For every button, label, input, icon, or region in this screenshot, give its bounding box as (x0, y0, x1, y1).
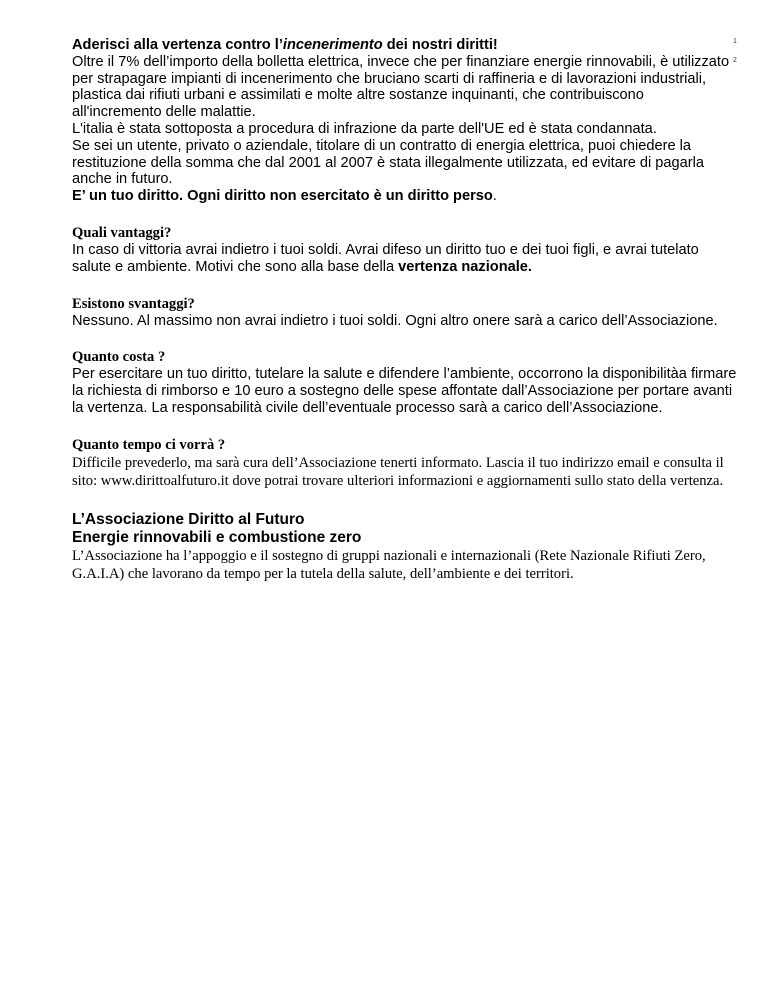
svantaggi-heading: Esistono svantaggi? (72, 295, 195, 312)
intro-closing: E’ un tuo diritto. Ogni diritto non esercitato è un diritto perso. (72, 188, 497, 205)
margin-mark: 2 (733, 57, 737, 64)
svantaggi-section (72, 296, 737, 330)
intro-section (72, 37, 737, 205)
vantaggi-section (72, 225, 737, 276)
intro-paragraph-3: Se sei un utente, privato o aziendale, titolare di un contratto di energia elettrica, puoi chiedere la restituzione della somma che dal 2001 al 2007 è stata illegalmente utilizzata, ed evitare di pagarla anche in futuro. (72, 137, 704, 188)
associazione-title: L’Associazione Diritto al Futuro (72, 510, 305, 528)
costo-section (72, 349, 737, 416)
tempo-text: Difficile prevederlo, ma sarà cura dell’Associazione tenerti informato. Lascia il tuo indirizzo email e consulta il sito: www.dirittoalfuturo.it dove potrai trovare ulteriori informazioni e aggiornamenti sullo stato della vertenza. (72, 454, 724, 489)
tempo-section (72, 437, 737, 490)
associazione-section (72, 511, 737, 583)
intro-paragraph-1: Oltre il 7% dell’importo della bolletta elettrica, invece che per finanziare energie rinnovabili, è utilizzato per strapagare impianti di incenerimento che bruciano scarti di raffineria e di lavorazioni industriali, plastica dai rifiuti urbani e assimilati e molte altre sostanze inquinanti, che contribuiscono all'incremento delle malattie. (72, 53, 730, 121)
intro-title: Aderisci alla vertenza contro l’incenerimento dei nostri diritti! (72, 37, 498, 53)
svantaggi-text: Nessuno. Al massimo non avrai indietro i tuoi soldi. Ogni altro onere sarà a carico dell’Associazione. (72, 312, 718, 329)
associazione-text: L’Associazione ha l’appoggio e il sostegno di gruppi nazionali e internazionali (Rete Nazionale Rifiuti Zero, G.A.I.A) che lavorano da tempo per la tutela della salute, dell’ambiente e dei territori. (72, 547, 706, 582)
vantaggi-text: In caso di vittoria avrai indietro i tuoi soldi. Avrai difeso un diritto tuo e dei tuoi figli, e avrai tutelato salute e ambiente. Motivi che sono alla base della vertenza nazionale. (72, 241, 699, 275)
tempo-heading: Quanto tempo ci vorrà ? (72, 436, 226, 453)
vantaggi-heading: Quali vantaggi? (72, 224, 172, 241)
margin-mark: 1 (733, 38, 737, 45)
costo-text: Per esercitare un tuo diritto, tutelare la salute e difendere l’ambiente, occorrono la disponibilitàa firmare la richiesta di rimborso e 10 euro a sostegno delle spese affontate dall’Associazione per portare avanti la vertenza. La responsabilità civile dell’eventuale processo sarà a carico dell’Associazione. (72, 366, 737, 416)
intro-paragraph-2: L'italia è stata sottoposta a procedura di infrazione da parte dell'UE ed è stata condannata. (72, 120, 657, 137)
costo-heading: Quanto costa ? (72, 349, 166, 366)
document-body (72, 37, 737, 583)
associazione-subtitle: Energie rinnovabili e combustione zero (72, 528, 362, 546)
